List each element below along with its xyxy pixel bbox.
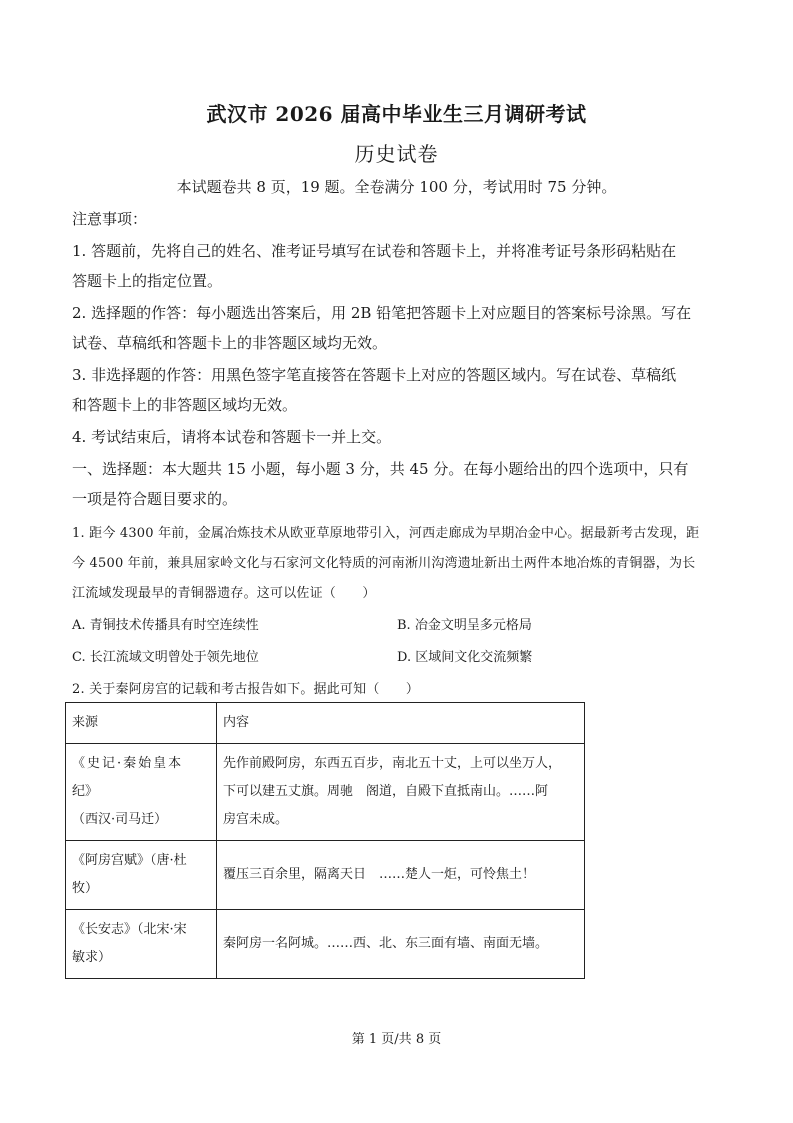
content-line: 房宫未成。: [223, 812, 289, 827]
table-row: [66, 841, 585, 910]
table-cell-source: [66, 910, 217, 979]
content-line: 覆压三百余里，隔离天日 ……楚人一炬，可怜焦土！: [223, 867, 536, 882]
content-line: 秦阿房一名阿城。……西、北、东三面有墙、南面无墙。: [223, 936, 549, 951]
source-line: （西汉·司马迁）: [72, 812, 168, 827]
table-cell-content: [217, 910, 585, 979]
notice-item-3-line-1: 3. 非选择题的作答：用黑色签字笔直接答在答题卡上对应的答题区域内。写在试卷、草稿纸: [72, 366, 677, 384]
q1-option-b: B. 冶金文明呈多元格局: [397, 618, 532, 633]
notice-item-2-line-1: 2. 选择题的作答：每小题选出答案后，用 2B 铅笔把答题卡上对应题目的答案标号涂黑。写在: [72, 304, 692, 322]
source-line: 《长安志》（北宋·宋: [72, 922, 187, 937]
table-header-row: [66, 703, 585, 744]
q1-option-d: D. 区域间文化交流频繁: [397, 650, 533, 665]
source-line: 《史记·秦始皇本: [72, 756, 184, 771]
table-header-source: 来源: [66, 703, 217, 744]
q1-option-a: A. 青铜技术传播具有时空连续性: [72, 618, 259, 633]
table-cell-source: [66, 744, 217, 841]
exam-title: 武汉市 2026 届高中毕业生三月调研考试: [206, 102, 587, 126]
table-row: [66, 744, 585, 841]
notice-item-2-line-2: 试卷、草稿纸和答题卡上的非答题区域均无效。: [72, 334, 388, 352]
q2-source-table: [65, 702, 585, 979]
q1-option-c: C. 长江流域文明曾处于领先地位: [72, 650, 259, 665]
page-footer: 第 1 页/共 8 页: [351, 1032, 442, 1047]
content-line: 下可以建五丈旗。周驰 阁道，自殿下直抵南山。……阿: [223, 784, 549, 799]
notice-item-1-line-1: 1. 答题前，先将自己的姓名、准考证号填写在试卷和答题卡上，并将准考证号条形码粘贴在: [72, 242, 677, 260]
section-1-line-2: 一项是符合题目要求的。: [72, 490, 238, 508]
content-line: 先作前殿阿房，东西五百步，南北五十丈，上可以坐万人，: [223, 756, 562, 771]
notice-item-1-line-2: 答题卡上的指定位置。: [72, 272, 223, 290]
table-row: [66, 910, 585, 979]
source-line: 牧）: [72, 881, 99, 896]
q1-stem-line-1: 1. 距今 4300 年前，金属冶炼技术从欧亚草原地带引入，河西走廊成为早期冶金中心。据最新考古发现，距: [72, 526, 700, 541]
table-cell-content: [217, 744, 585, 841]
q1-stem-line-3: 江流域发现最早的青铜器遗存。这可以佐证（ ）: [72, 586, 376, 601]
table-cell-content: [217, 841, 585, 910]
table-header-content: 内容: [217, 703, 585, 744]
notice-item-3-line-2: 和答题卡上的非答题区域均无效。: [72, 396, 298, 414]
source-line: 纪》: [72, 784, 99, 799]
section-1-line-1: 一、选择题：本大题共 15 小题，每小题 3 分，共 45 分。在每小题给出的四个选项中，只有: [72, 460, 689, 478]
notice-heading: 注意事项：: [72, 210, 148, 228]
table-cell-source: [66, 841, 217, 910]
notice-item-4: 4. 考试结束后，请将本试卷和答题卡一并上交。: [72, 428, 392, 446]
exam-subtitle: 历史试卷: [354, 142, 439, 166]
q1-stem-line-2: 今 4500 年前，兼具屈家岭文化与石家河文化特质的河南淅川沟湾遗址新出土两件本地冶炼的青铜器，为长: [72, 556, 696, 571]
exam-info: 本试题卷共 8 页，19 题。全卷满分 100 分，考试用时 75 分钟。: [176, 178, 617, 196]
q2-stem: 2. 关于秦阿房宫的记载和考古报告如下。据此可知（ ）: [72, 682, 420, 697]
source-line: 《阿房宫赋》（唐·杜: [72, 853, 187, 868]
source-line: 敏求）: [72, 950, 112, 965]
